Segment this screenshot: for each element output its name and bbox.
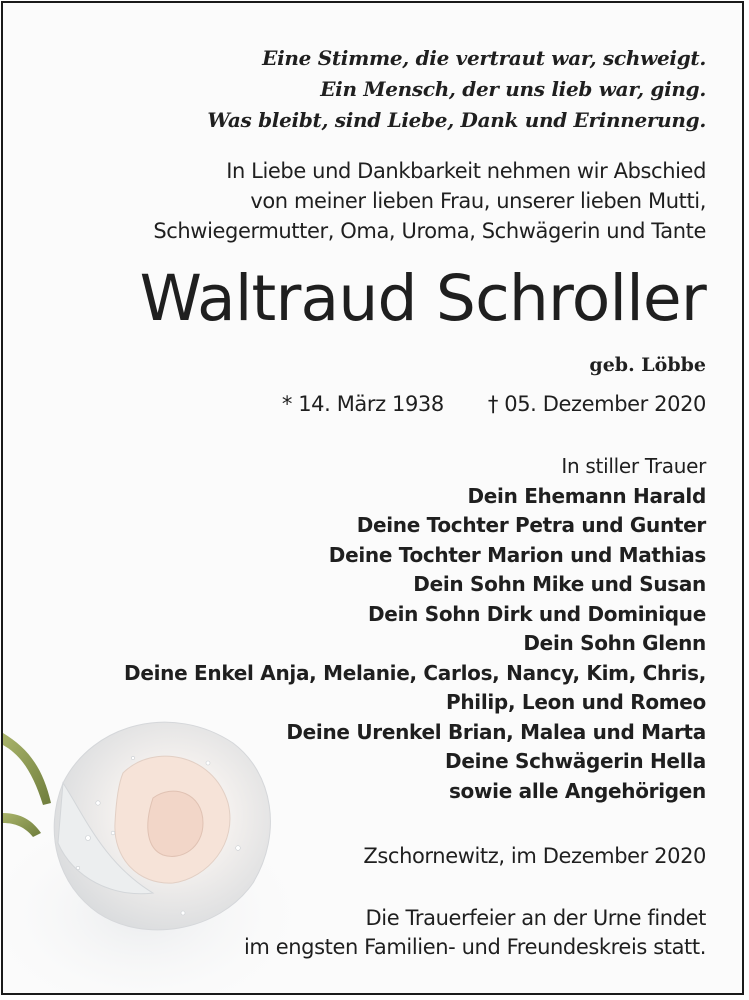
poem-line: Eine Stimme, die vertraut war, schweigt. (262, 46, 706, 70)
funeral-line: im engsten Familien- und Freundeskreis statt. (243, 935, 706, 959)
mourners-list (124, 452, 706, 806)
poem-line: Was bleibt, sind Liebe, Dank und Erinnerung. (207, 108, 706, 132)
death-date: † 05. Dezember 2020 (487, 392, 706, 416)
maiden-name: geb. Löbbe (589, 354, 706, 376)
mourner-line: Deine Tochter Petra und Gunter (356, 513, 706, 537)
poem-line: Ein Mensch, der uns lieb war, ging. (320, 77, 706, 101)
mourner-line: Philip, Leon und Romeo (445, 690, 706, 714)
life-dates (282, 389, 706, 419)
mourner-line: Deine Schwägerin Hella (445, 749, 706, 773)
mourner-line: Dein Sohn Mike und Susan (413, 572, 706, 596)
intro-line: In Liebe und Dankbarkeit nehmen wir Abschied (226, 159, 706, 183)
mourner-line: Dein Sohn Glenn (523, 631, 706, 655)
mourner-line: Deine Enkel Anja, Melanie, Carlos, Nancy, Kim, Chris, (124, 660, 706, 685)
farewell-intro (153, 156, 706, 246)
deceased-name: Waltraud Schroller (139, 262, 706, 335)
mourning-lead: In stiller Trauer (561, 454, 706, 478)
intro-line: von meiner lieben Frau, unserer lieben Mutti, (250, 189, 706, 213)
birth-date: * 14. März 1938 (281, 392, 444, 416)
poem-verse (207, 43, 706, 136)
mourner-line: sowie alle Angehörigen (448, 778, 706, 803)
obituary-notice (1, 1, 744, 995)
mourner-line: Dein Sohn Dirk und Dominique (368, 601, 706, 626)
funeral-line: Die Trauerfeier an der Urne findet (365, 906, 706, 930)
mourner-line: Deine Tochter Marion und Mathias (328, 542, 706, 567)
funeral-info (244, 904, 706, 962)
mourner-line: Dein Ehemann Harald (467, 483, 706, 508)
mourner-line: Deine Urenkel Brian, Malea und Marta (286, 719, 706, 744)
intro-line: Schwiegermutter, Oma, Uroma, Schwägerin und Tante (153, 219, 706, 243)
place-and-date: Zschornewitz, im Dezember 2020 (363, 844, 706, 868)
